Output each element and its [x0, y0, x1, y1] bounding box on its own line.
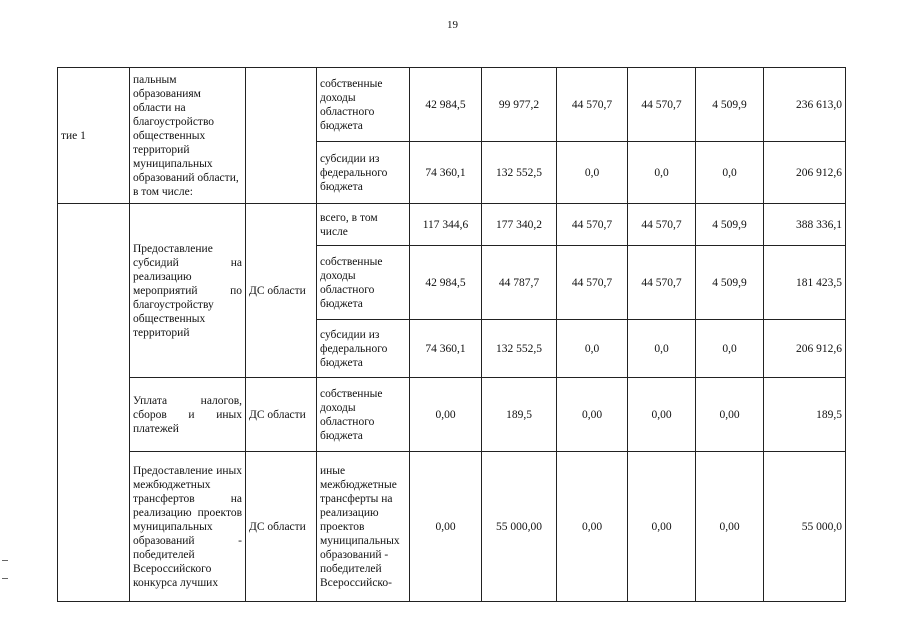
value-cell: 44 570,7	[628, 246, 696, 320]
total-cell: 55 000,0	[764, 452, 846, 602]
executor-cell	[246, 68, 317, 204]
value-cell: 132 552,5	[482, 142, 557, 204]
value-cell: 44 570,7	[557, 68, 628, 142]
total-cell: 388 336,1	[764, 204, 846, 246]
value-cell: 132 552,5	[482, 320, 557, 378]
table-row	[58, 378, 846, 452]
table-row	[58, 68, 846, 142]
value-cell: 99 977,2	[482, 68, 557, 142]
value-cell: 117 344,6	[410, 204, 482, 246]
value-cell: 0,00	[628, 378, 696, 452]
total-cell: 181 423,5	[764, 246, 846, 320]
source-cell: субсидии из федерального бюджета	[317, 142, 410, 204]
value-cell: 44 570,7	[628, 68, 696, 142]
table-row	[58, 204, 846, 246]
value-cell: 189,5	[482, 378, 557, 452]
value-cell: 0,0	[696, 142, 764, 204]
executor-cell: ДС области	[246, 452, 317, 602]
value-cell: 55 000,00	[482, 452, 557, 602]
value-cell: 0,00	[410, 452, 482, 602]
description-cell: Предоставление субсидий на реализацию мероприятий по благоустройству общественных территорий	[130, 204, 246, 378]
value-cell: 0,00	[696, 452, 764, 602]
value-cell: 0,00	[557, 452, 628, 602]
value-cell: 0,0	[696, 320, 764, 378]
page-number: 19	[447, 19, 458, 31]
value-cell: 0,00	[696, 378, 764, 452]
value-cell: 4 509,9	[696, 68, 764, 142]
value-cell: 177 340,2	[482, 204, 557, 246]
value-cell: 42 984,5	[410, 68, 482, 142]
value-cell: 74 360,1	[410, 142, 482, 204]
value-cell: 4 509,9	[696, 204, 764, 246]
value-cell: 44 570,7	[557, 204, 628, 246]
value-cell: 0,00	[410, 378, 482, 452]
source-cell: иные межбюджетные трансферты на реализацию проектов муниципальных образований - победителей Всероссийско-	[317, 452, 410, 602]
value-cell: 42 984,5	[410, 246, 482, 320]
value-cell: 0,0	[628, 142, 696, 204]
source-cell: собственные доходы областного бюджета	[317, 68, 410, 142]
description-cell: пальным образованиям области на благоустройство общественных территорий муниципальных образований области, в том числе:	[130, 68, 246, 204]
table-row	[58, 452, 846, 602]
source-cell: собственные доходы областного бюджета	[317, 378, 410, 452]
source-cell: собственные доходы областного бюджета	[317, 246, 410, 320]
budget-table	[57, 67, 846, 602]
total-cell: 236 613,0	[764, 68, 846, 142]
description-cell: Уплата налогов, сборов и иных платежей	[130, 378, 246, 452]
source-cell: субсидии из федерального бюджета	[317, 320, 410, 378]
total-cell: 206 912,6	[764, 320, 846, 378]
row-number-cell: тие 1	[58, 68, 130, 204]
value-cell: 44 570,7	[557, 246, 628, 320]
description-cell: Предоставление иных межбюджетных трансфертов на реализацию проектов муниципальных образований - победителей Всероссийского конкурса лучших	[130, 452, 246, 602]
total-cell: 206 912,6	[764, 142, 846, 204]
value-cell: 0,00	[557, 378, 628, 452]
value-cell: 4 509,9	[696, 246, 764, 320]
value-cell: 0,0	[628, 320, 696, 378]
total-cell: 189,5	[764, 378, 846, 452]
value-cell: 44 787,7	[482, 246, 557, 320]
value-cell: 0,0	[557, 320, 628, 378]
value-cell: 44 570,7	[628, 204, 696, 246]
row-number-cell	[58, 204, 130, 602]
crop-mark	[2, 560, 8, 561]
crop-mark	[2, 578, 8, 579]
executor-cell: ДС области	[246, 204, 317, 378]
executor-cell: ДС области	[246, 378, 317, 452]
value-cell: 0,0	[557, 142, 628, 204]
source-cell: всего, в том числе	[317, 204, 410, 246]
value-cell: 74 360,1	[410, 320, 482, 378]
value-cell: 0,00	[628, 452, 696, 602]
